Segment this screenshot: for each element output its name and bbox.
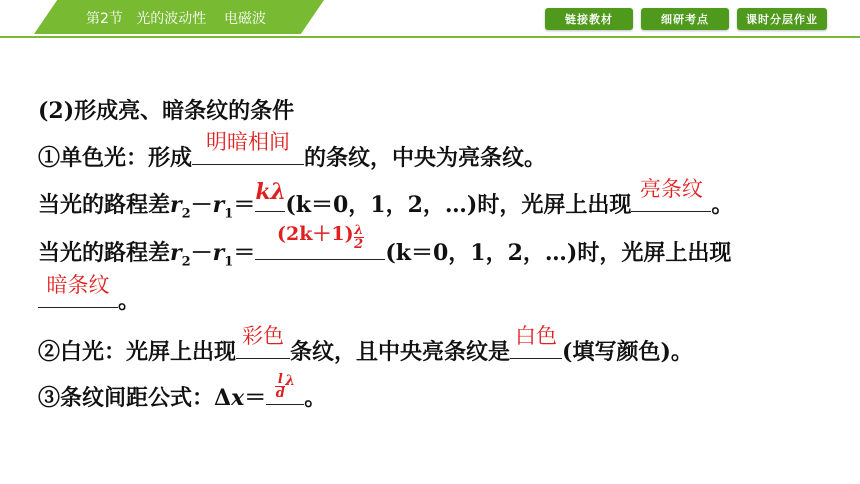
text: 当光的路程差 — [38, 240, 171, 267]
lambda-symbol: λ — [270, 179, 287, 206]
subscript: 1 — [224, 206, 234, 222]
r1-symbol: r — [212, 192, 225, 219]
line-monochromatic — [38, 130, 547, 172]
answer-text: 亮条纹 — [639, 177, 703, 202]
section-heading: (2)形成亮、暗条纹的条件 — [38, 98, 295, 124]
equals: ＝ — [244, 385, 267, 412]
answer-text — [255, 179, 285, 205]
text: 的条纹，中央为亮条纹。 — [304, 145, 547, 172]
text: ③条纹间距公式：Δ — [38, 385, 232, 412]
nav-button-link-textbook[interactable]: 链接教材 — [545, 8, 633, 30]
r2-symbol: r — [170, 240, 182, 267]
text: 当光的路程差 — [38, 192, 171, 219]
text: 。 — [304, 385, 327, 412]
l-over-d — [275, 373, 285, 400]
answer-text — [255, 219, 385, 251]
subscript: 1 — [224, 254, 234, 270]
header-divider — [0, 36, 860, 38]
x-symbol: x — [231, 385, 245, 412]
text: 。 — [118, 288, 141, 315]
fraction-numerator: l — [277, 372, 283, 388]
lambda-over-2 — [354, 224, 364, 251]
text: 条纹，且中央亮条纹是 — [290, 339, 511, 366]
answer-blank — [255, 179, 287, 212]
answer-main: (2k＋1) — [277, 223, 354, 246]
answer-blank — [255, 223, 385, 260]
r1-symbol: r — [212, 240, 225, 267]
answer-text: 白色 — [515, 324, 558, 349]
line-fringe-spacing — [38, 372, 327, 412]
text: (k＝0，1，2，…)时，光屏上出现 — [385, 240, 732, 267]
r2-symbol: r — [170, 192, 182, 219]
subscript: 2 — [181, 254, 191, 270]
line-white-light — [38, 324, 693, 366]
text: ②白光：光屏上出现 — [38, 339, 237, 366]
k-symbol: k — [255, 179, 271, 206]
answer-blank — [38, 273, 118, 308]
lambda-symbol: λ — [285, 373, 296, 390]
line-dark-answer — [38, 273, 141, 315]
answer-blank — [631, 177, 711, 212]
text: 。 — [711, 192, 734, 219]
nav-button-homework[interactable]: 课时分层作业 — [737, 8, 827, 30]
fraction-numerator: λ — [354, 223, 364, 239]
fraction-denominator: 2 — [354, 237, 364, 253]
answer-text — [266, 373, 304, 400]
fraction-denominator: d — [275, 386, 285, 402]
answer-blank — [236, 324, 290, 359]
answer-text: 明暗相间 — [206, 130, 291, 155]
subscript: 2 — [181, 206, 191, 222]
answer-text: 暗条纹 — [46, 273, 110, 298]
text: (填写颜色)。 — [562, 339, 693, 366]
text: (k＝0，1，2，…)时，光屏上出现 — [285, 192, 632, 219]
text: ①单色光：形成 — [38, 145, 193, 172]
line-bright-condition: 当光的路程差$r_2-r_1=$ kλ (k＝0，1，2，…)时，光屏上出现 亮条纹 。 — [38, 187, 733, 222]
answer-text: 彩色 — [242, 324, 285, 349]
nav-button-study-points[interactable]: 细研考点 — [641, 8, 729, 30]
line-dark-condition: 当光的路程差$r_2-r_1=$ (2k＋1) $\frac{\lambda}{2}$ (k＝0，1，2，…)时，光屏上出现 — [38, 235, 731, 270]
answer-blank — [192, 130, 304, 165]
top-bar — [0, 0, 860, 38]
answer-blank — [266, 372, 304, 405]
lesson-title: 第2节 光的波动性 电磁波 — [86, 11, 267, 27]
answer-blank — [510, 324, 562, 359]
